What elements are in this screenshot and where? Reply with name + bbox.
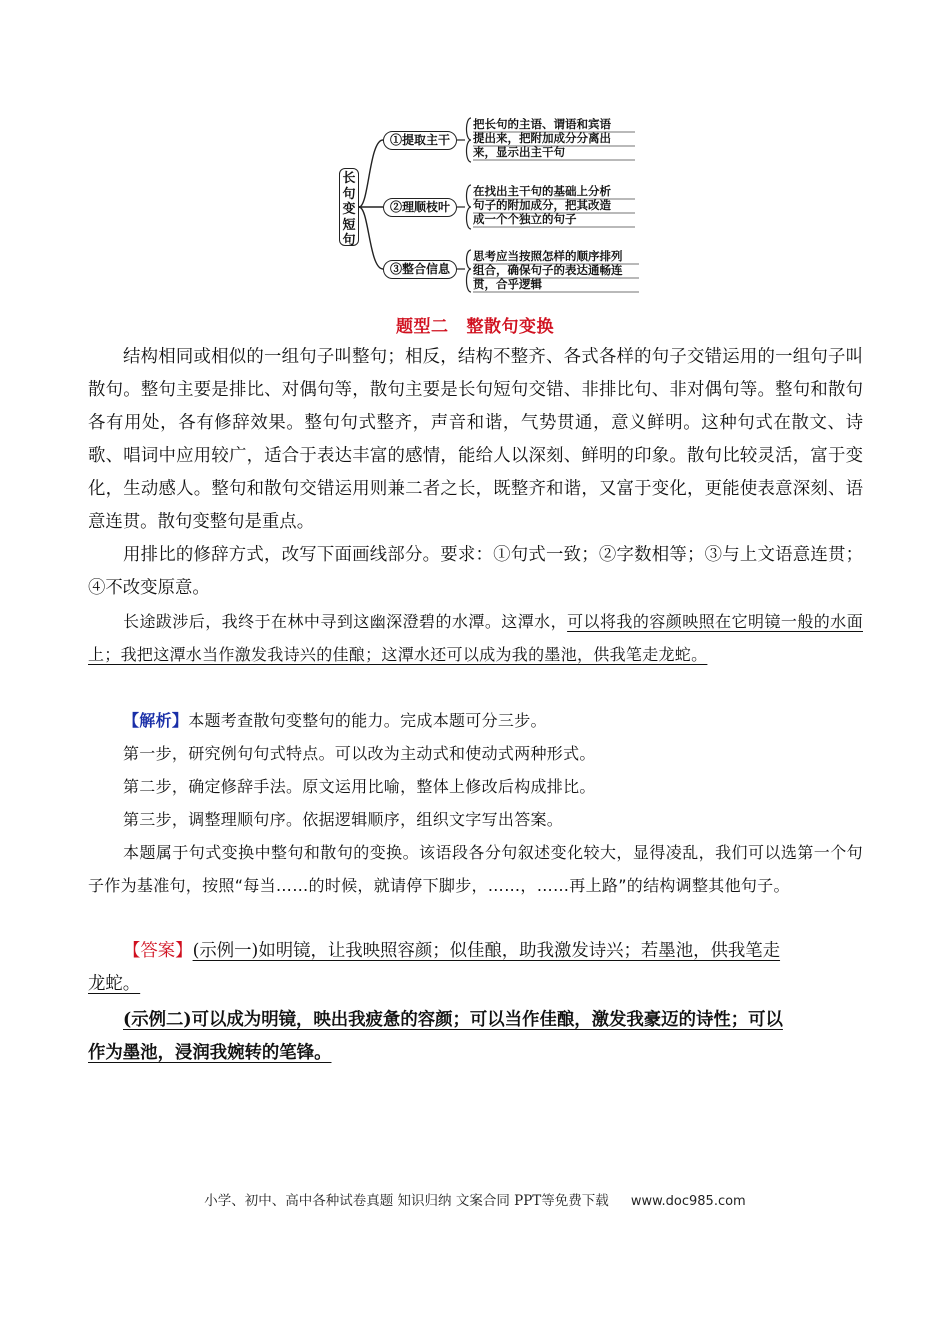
footer-text: 小学、初中、高中各种试卷真题 知识归纳 文案合同 PPT等免费下载: [204, 1193, 609, 1209]
analysis-intro-text: 本题考查散句变整句的能力。完成本题可分三步。: [188, 711, 547, 730]
analysis-label: 【解析】: [123, 711, 189, 730]
answer-label: 【答案】: [123, 941, 193, 961]
desc-line: 句子的附加成分，把其改造: [473, 198, 611, 212]
analysis-detail: 本题属于句式变换中整句和散句的变换。该语段各分句叙述变化较大，显得凌乱，我们可以选第一个句子作为基准句，按照“每当……的时候，就请停下脚步，……，……再上路”的结构调整其他句子。: [88, 843, 863, 895]
section-title-text: 整散句变换: [466, 317, 554, 337]
desc-line: 成一个个独立的句子: [473, 212, 577, 226]
root-char: 句: [342, 233, 356, 248]
root-char: 句: [342, 186, 356, 202]
root-char: 长: [342, 171, 356, 186]
passage-plain: 长途跋涉后，我终于在林中寻到这幽深澄碧的水潭。这潭水，: [123, 612, 568, 631]
branch-desc-integrate: [473, 249, 637, 291]
analysis-step-2: 第二步，确定修辞手法。原文运用比喻，整体上修改后构成排比。: [123, 777, 596, 796]
answer-ex2-line1: (示例二)可以成为明镜，映出我疲惫的容颜；可以当作佳酿，激发我豪迈的诗性；可以: [123, 1010, 783, 1030]
mind-map-diagram: [335, 110, 640, 302]
section-title-number: 题型二: [396, 317, 449, 337]
desc-line: 贯，合乎逻辑: [473, 277, 542, 291]
desc-line: 把长句的主语、谓语和宾语: [473, 117, 611, 131]
analysis-step-1: 第一步，研究例句句式特点。可以改为主动式和使动式两种形式。: [123, 744, 596, 763]
answer-example-1-cont: [88, 968, 140, 1001]
passage-paragraph: [88, 605, 863, 671]
footer-url[interactable]: www.doc985.com: [630, 1194, 746, 1209]
branch-desc-extract: [473, 117, 637, 159]
answer-ex1-line1: (示例一)如明镜，让我映照容颜；似佳酿，助我激发诗兴；若墨池，供我笔走: [192, 941, 781, 961]
answer-example-2: [123, 1004, 783, 1037]
root-char: 短: [342, 217, 356, 233]
passage-underlined: 可以将我的容颜映照在它明镜一般的水面上；我把这潭水当作激发我诗兴的佳酿；这潭水还可以成为我的墨池，供我笔走龙蛇。: [88, 612, 863, 664]
branch-node-arrange: ②理顺枝叶: [383, 198, 457, 217]
intro-paragraph: 结构相同或相似的一组句子叫整句；相反，结构不整齐、各式各样的句子交错运用的一组句子叫散句。整句主要是排比、对偶句等，散句主要是长句短句交错、非排比句、非对偶句等。整句和散句各有用处，各有修辞效果。整句句式整齐，声音和谐，气势贯通，意义鲜明。这种句式在散文、诗歌、唱词中应用较广，适合于表达丰富的感情，能给人以深刻、鲜明的印象。散句比较灵活，富于变化，生动感人。整句和散句交错运用则兼二者之长，既整齐和谐，又富于变化，更能使表意深刻、语意连贯。散句变整句是重点。: [88, 347, 863, 532]
desc-line: 组合，确保句子的表达通畅连: [473, 263, 623, 277]
desc-line: 思考应当按照怎样的顺序排列: [473, 249, 623, 263]
question-paragraph: 用排比的修辞方式，改写下面画线部分。要求：①句式一致；②字数相等；③与上文语意连贯；④不改变原意。: [88, 545, 863, 598]
branch-node-integrate: ③整合信息: [383, 260, 457, 279]
branch-node-extract: ①提取主干: [383, 131, 457, 150]
analysis-intro: [88, 704, 863, 737]
analysis-step-3: 第三步，调整理顺句序。依据逻辑顺序，组织文字写出答案。: [123, 810, 564, 829]
answer-example-1: [123, 935, 780, 968]
mind-map-root: [339, 168, 359, 246]
section-title: [0, 312, 950, 337]
desc-line: 来，显示出主干句: [473, 145, 565, 159]
branch-desc-arrange: [473, 184, 637, 226]
answer-ex2-line2: 作为墨池，浸润我婉转的笔锋。: [88, 1043, 332, 1063]
desc-line: 提出来，把附加成分分离出: [473, 131, 611, 145]
page-footer: [0, 1189, 950, 1209]
answer-ex1-line2: 龙蛇。: [88, 974, 141, 994]
desc-line: 在找出主干句的基础上分析: [473, 184, 611, 198]
answer-example-2-cont: [88, 1037, 331, 1070]
root-char: 变: [342, 202, 356, 217]
